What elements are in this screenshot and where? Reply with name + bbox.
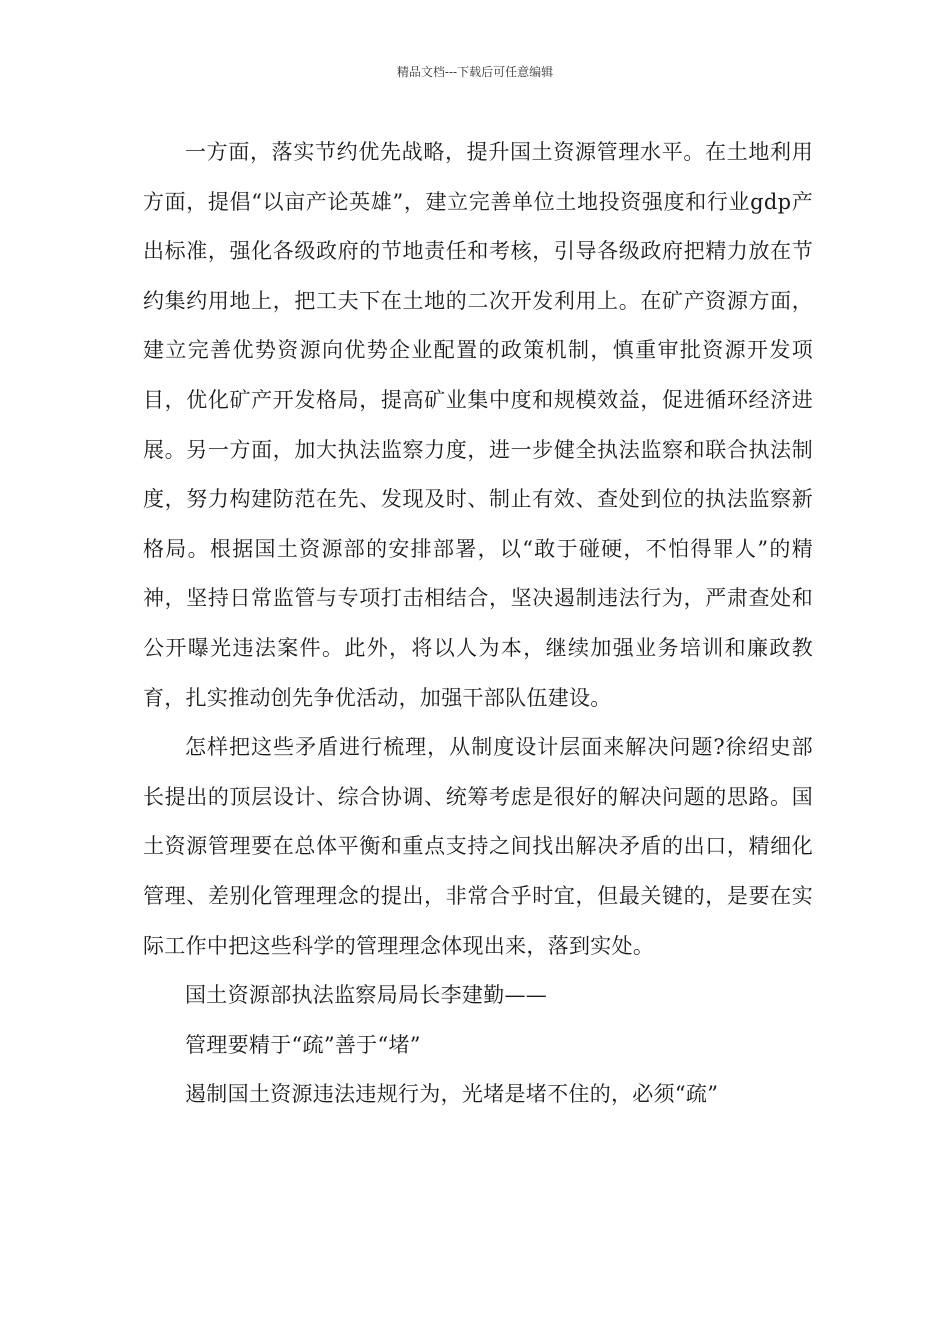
paragraph-curb-violations: 遏制国土资源违法违规行为，光堵是堵不住的，必须“疏” (185, 1082, 719, 1107)
document-body (143, 128, 813, 1120)
page-header: 精品文档---下载后可任意编辑 (396, 65, 554, 79)
paragraph-system-design: 怎样把这些矛盾进行梳理，从制度设计层面来解决问题?徐绍史部长提出的顶层设计、综合协调、统筹考虑是很好的解决问题的思路。国土资源管理要在总体平衡和重点支持之间找出解决矛盾的出口，精细化管理、差别化管理理念的提出，非常合乎时宜，但最关键的，是要在实际工作中把这些科学的管理理念体现出来，落到实处。 (143, 735, 813, 958)
paragraph-conservation-strategy: 一方面，落实节约优先战略，提升国土资源管理水平。在土地利用方面，提倡“以亩产论英雄”，建立完善单位土地投资强度和行业gdp产出标准，强化各级政府的节地责任和考核，引导各级政府把精力放在节约集约用地上，把工夫下在土地的二次开发利用上。在矿产资源方面，建立完善优势资源向优势企业配置的政策机制，慎重审批资源开发项目，优化矿产开发格局，提高矿业集中度和规模效益，促进循环经济进展。另一方面，加大执法监察力度，进一步健全执法监察和联合执法制度，努力构建防范在先、发现及时、制止有效、查处到位的执法监察新格局。根据国土资源部的安排部署，以“敢于碰硬，不怕得罪人”的精神，坚持日常监管与专项打击相结合，坚决遏制违法行为，严肃查处和公开曝光违法案件。此外，将以人为本，继续加强业务培训和廉政教育，扎实推动创先争优活动，加强干部队伍建设。 (143, 140, 813, 710)
paragraph-speaker-intro: 国土资源部执法监察局局长李建勤—— (185, 983, 548, 1008)
paragraph-section-title: 管理要精于“疏”善于“堵” (185, 1032, 421, 1057)
